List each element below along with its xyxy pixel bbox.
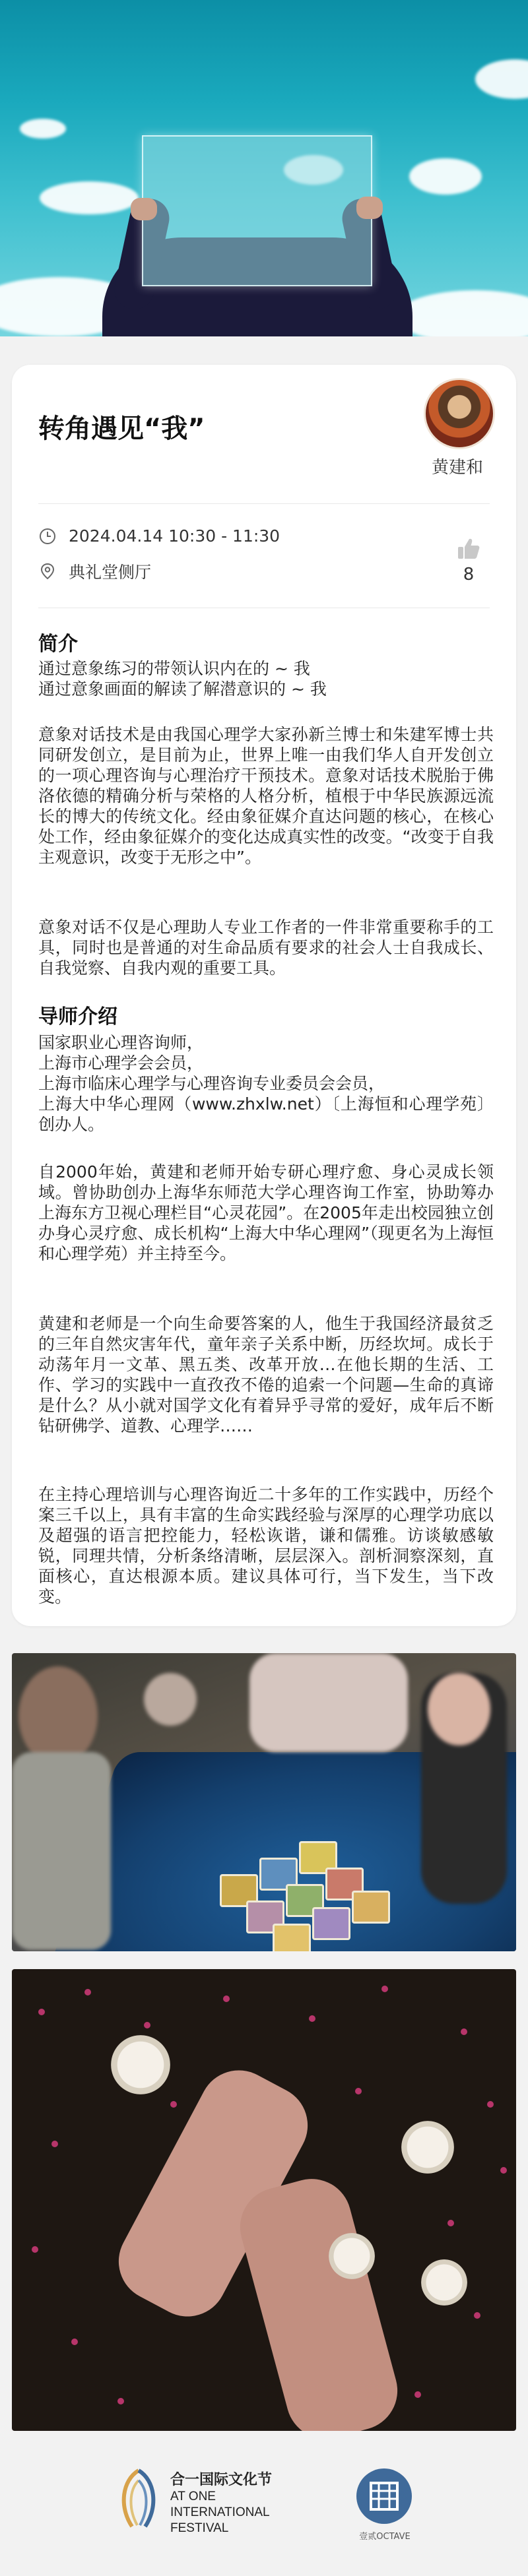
event-location-text: 典礼堂侧厅 [69, 563, 152, 582]
hands-flowers-photo [12, 1969, 516, 2431]
octave-mark-icon [367, 2479, 401, 2513]
octave-logo-icon [356, 2468, 412, 2524]
mentor-paragraph: 国家职业心理咨询师， 上海市心理学会会员， 上海市临床心理学与心理咨询专业委员会会员， 上海大中华心理网（www.zhxlw.net）〔上海恒和心理学苑〕创办人。 [38, 1033, 494, 1134]
location-pin-icon [38, 562, 57, 581]
intro-heading: 简介 [38, 633, 78, 656]
clock-icon [38, 527, 57, 546]
intro-paragraph: 意象对话技术是由我国心理学大家孙新兰博士和朱建军博士共同研发创立，是目前为止，世界上唯一由我们华人自开发创立的一项心理咨询与心理治疗干预技术。意象对话技术脱胎于佛洛依德的精确分析与荣格的人格分析，植根于中华民族源远流长的博大的传统文化。经由象征媒介直达问题的核心，在核心处工作，经由象征媒介的变化达成真实性的改变。“改变于自我主观意识，改变于无形之中”。 [38, 725, 494, 867]
event-title: 转角遇见“我” [38, 414, 205, 444]
festival-name-en: FESTIVAL [170, 2521, 229, 2535]
festival-name-en: AT ONE [170, 2490, 216, 2503]
workshop-photo [12, 1653, 516, 1951]
transparent-sign [142, 135, 372, 286]
mentor-paragraph: 黄建和老师是一个向生命要答案的人，他生于我国经济最贫乏的三年自然灾害年代，童年亲子关系中断，历经坎坷。成长于动荡年月一文革、黑五类、改革开放…在他长期的生活、工作、学习的实践中一直孜孜不倦的追索一个问题—生命的真谛是什么？从小就对国学文化有着异乎寻常的爱好，成年后不断钻研佛学、道教、心理学…… [38, 1314, 494, 1435]
festival-name-en: INTERNATIONAL [170, 2505, 270, 2519]
mentor-paragraph: 自2000年始，黄建和老师开始专研心理疗愈、身心灵成长领域。曾协助创办上海华东师范大学心理咨询工作室，协助筹办上海东方卫视心理栏目“心灵花园”。在2005年走出校园独立创办身心灵疗愈、成长机构“上海大中华心理网”（现更名为上海恒和心理学苑）并主持至今。 [38, 1162, 494, 1263]
intro-paragraph: 通过意象练习的带领认识内在的 ~ 我 通过意象画面的解读了解潜意识的 ~ 我 [38, 659, 327, 699]
author-name[interactable]: 黄建和 [431, 458, 483, 478]
hero-image [0, 0, 528, 336]
event-card [12, 365, 516, 1626]
divider [38, 503, 490, 504]
octave-caption: 壹贰OCTAVE [359, 2532, 411, 2542]
mentor-heading: 导师介绍 [38, 1005, 117, 1028]
intro-paragraph: 意象对话不仅是心理助人专业工作者的一件非常重要称手的工具，同时也是普通的对生命品质有要求的社会人士自我成长、自我觉察、自我内观的重要工具。 [38, 918, 494, 978]
like-button[interactable] [455, 536, 482, 564]
event-location [38, 559, 151, 583]
event-time [38, 526, 280, 546]
event-datetime: 2024.04.14 10:30 - 11:30 [69, 526, 280, 546]
mentor-paragraph: 在主持心理培训与心理咨询近二十多年的工作实践中，历经个案三千以上，具有丰富的生命实践经验与深厚的心理学功底以及超强的语言把控能力，轻松诙谐，谦和儒雅。访谈敏感敏锐，同理共情，分析条络清晰，层层深入。剖析洞察深刻，直面核心，直达根源本质。建议具体可行，当下发生，当下改变。 [38, 1485, 494, 1606]
festival-name-cn: 合一国际文化节 [170, 2471, 273, 2488]
thumbs-up-icon [456, 536, 481, 561]
avatar[interactable] [424, 378, 495, 449]
atone-festival-logo-icon [112, 2467, 165, 2540]
like-count: 8 [463, 565, 475, 584]
